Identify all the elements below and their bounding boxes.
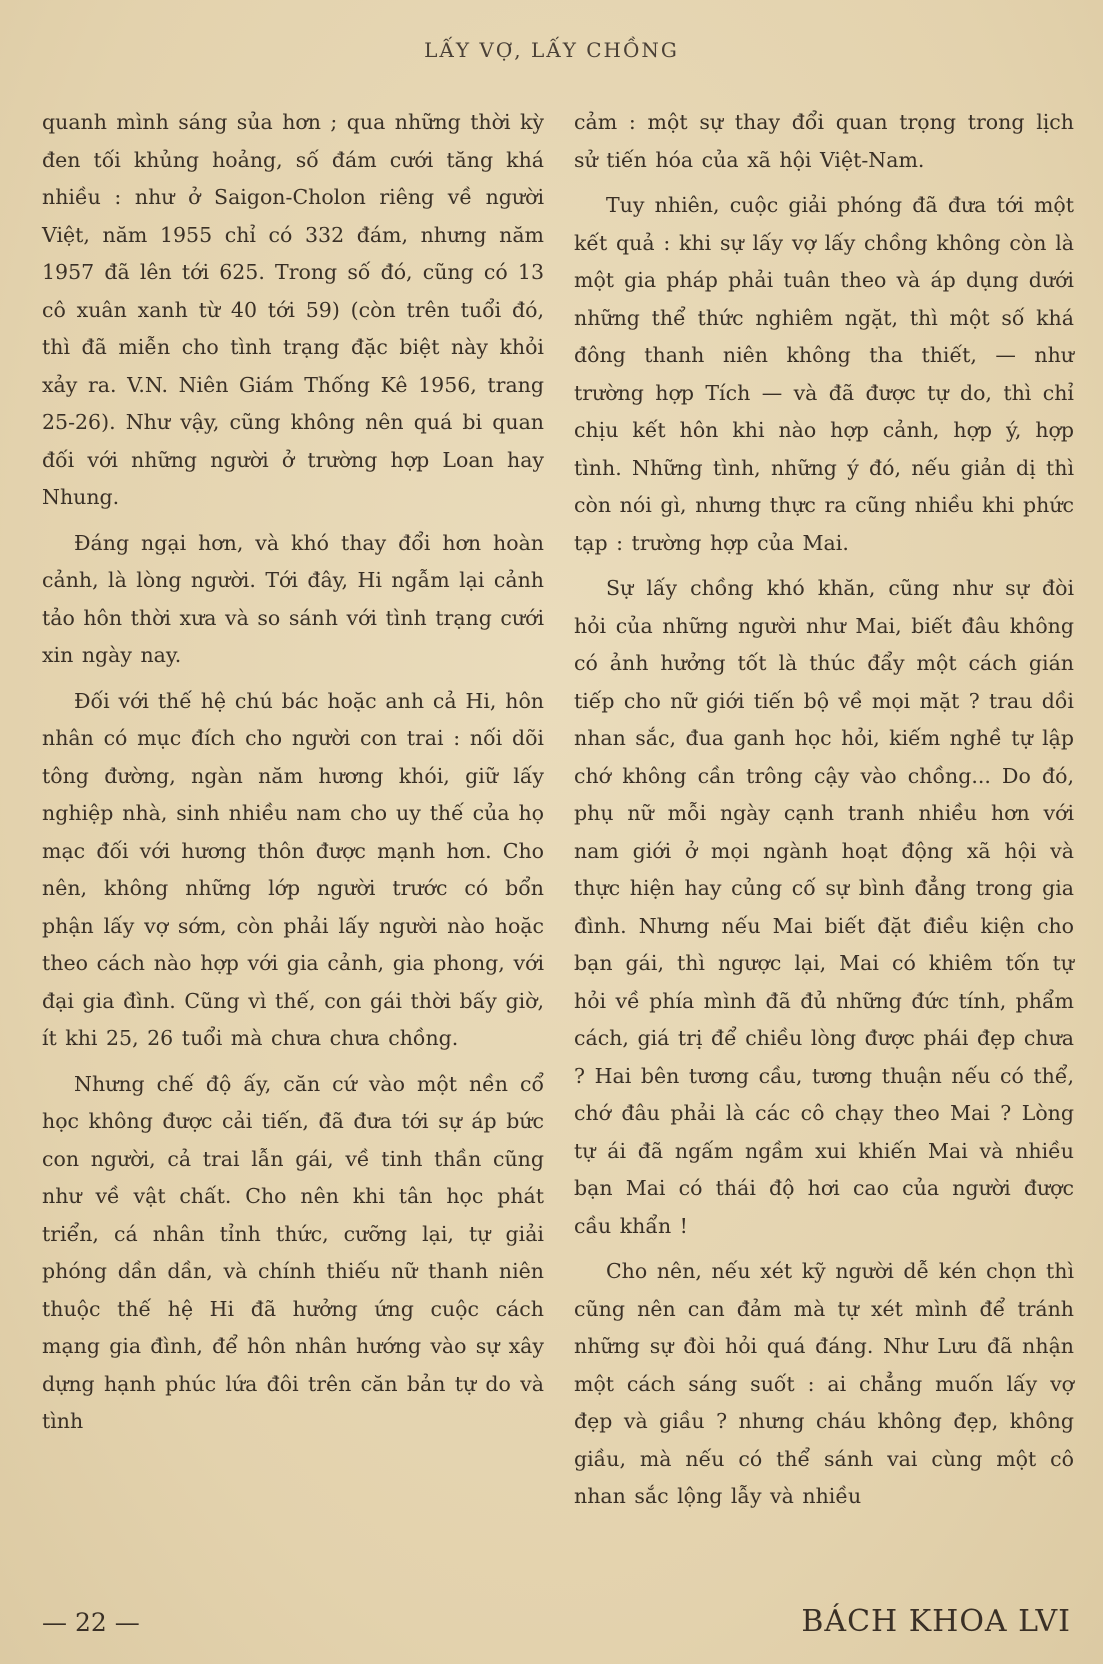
right-column bbox=[574, 104, 1074, 1524]
paragraph: quanh mình sáng sủa hơn ; qua những thời kỳ đen tối khủng hoảng, số đám cưới tăng khá nhiều : như ở Saigon-Cholon riêng về người Việt, năm 1955 chỉ có 332 đám, nhưng năm 1957 đã lên tới 625. Trong số đó, cũng có 13 cô xuân xanh từ 40 tới 59) (còn trên tuổi đó, thì đã miễn cho tình trạng đặc biệt này khỏi xảy ra. V.N. Niên Giám Thống Kê 1956, trang 25-26). Như vậy, cũng không nên quá bi quan đối với những người ở trường hợp Loan hay Nhung. bbox=[42, 110, 544, 509]
paragraph: Đáng ngại hơn, và khó thay đổi hơn hoàn cảnh, là lòng người. Tới đây, Hi ngẫm lại cảnh tảo hôn thời xưa và so sánh với tình trạng cưới xin ngày nay. bbox=[42, 530, 544, 667]
left-column bbox=[42, 104, 544, 1449]
paragraph: Tuy nhiên, cuộc giải phóng đã đưa tới một kết quả : khi sự lấy vợ lấy chồng không còn là một gia pháp phải tuân theo và áp dụng dưới những thể thức nghiêm ngặt, thì một số khá đông thanh niên không tha thiết, — như trường hợp Tích — và đã được tự do, thì chỉ chịu kết hôn khi nào hợp cảnh, hợp ý, hợp tình. Những tình, những ý đó, nếu giản dị thì còn nói gì, nhưng thực ra cũng nhiều khi phức tạp : trường hợp của Mai. bbox=[574, 193, 1074, 555]
paragraph: Cho nên, nếu xét kỹ người dễ kén chọn thì cũng nên can đảm mà tự xét mình để tránh những sự đòi hỏi quá đáng. Như Lưu đã nhận một cách sáng suốt : ai chẳng muốn lấy vợ đẹp và giầu ? nhưng cháu không đẹp, không giầu, mà nếu có thể sánh vai cùng một cô nhan sắc lộng lẫy và nhiều bbox=[574, 1259, 1074, 1508]
paragraph: Sự lấy chồng khó khăn, cũng như sự đòi hỏi của những người như Mai, biết đâu không có ảnh hưởng tốt là thúc đẩy một cách gián tiếp cho nữ giới tiến bộ về mọi mặt ? trau dồi nhan sắc, đua ganh học hỏi, kiếm nghề tự lập chớ không cần trông cậy vào chồng... Do đó, phụ nữ mỗi ngày cạnh tranh nhiều hơn với nam giới ở mọi ngành hoạt động xã hội và thực hiện hay củng cố sự bình đẳng trong gia đình. Nhưng nếu Mai biết đặt điều kiện cho bạn gái, thì ngược lại, Mai có khiêm tốn tự hỏi về phía mình đã đủ những đức tính, phẩm cách, giá trị để chiều lòng được phái đẹp chưa ? Hai bên tương cầu, tương thuận nếu có thể, chớ đâu phải là các cô chạy theo Mai ? Lòng tự ái đã ngấm ngầm xui khiến Mai và nhiều bạn Mai có thái độ hơi cao của người được cầu khẩn ! bbox=[574, 576, 1074, 1238]
running-title: LẤY VỢ, LẤY CHỒNG bbox=[424, 38, 679, 62]
page-number: — 22 — bbox=[42, 1608, 140, 1637]
paragraph: Nhưng chế độ ấy, căn cứ vào một nền cổ học không được cải tiến, đã đưa tới sự áp bức con người, cả trai lẫn gái, về tinh thần cũng như về vật chất. Cho nên khi tân học phát triển, cá nhân tỉnh thức, cưỡng lại, tự giải phóng dần dần, và chính thiếu nữ thanh niên thuộc thế hệ Hi đã hưởng ứng cuộc cách mạng gia đình, để hôn nhân hướng vào sự xây dựng hạnh phúc lứa đôi trên căn bản tự do và tình bbox=[42, 1071, 544, 1433]
magazine-title: BÁCH KHOA LVI bbox=[801, 1604, 1071, 1639]
paragraph: Đối với thế hệ chú bác hoặc anh cả Hi, hôn nhân có mục đích cho người con trai : nối dõi tông đường, ngàn năm hương khói, giữ lấy nghiệp nhà, sinh nhiều nam cho uy thế của họ mạc đối với hương thôn được mạnh hơn. Cho nên, không những lớp người trước có bổn phận lấy vợ sớm, còn phải lấy người nào hoặc theo cách nào hợp với gia cảnh, gia phong, với đại gia đình. Cũng vì thế, con gái thời bấy giờ, ít khi 25, 26 tuổi mà chưa chưa chồng. bbox=[42, 688, 544, 1050]
paragraph: cảm : một sự thay đổi quan trọng trong lịch sử tiến hóa của xã hội Việt-Nam. bbox=[574, 110, 1074, 172]
